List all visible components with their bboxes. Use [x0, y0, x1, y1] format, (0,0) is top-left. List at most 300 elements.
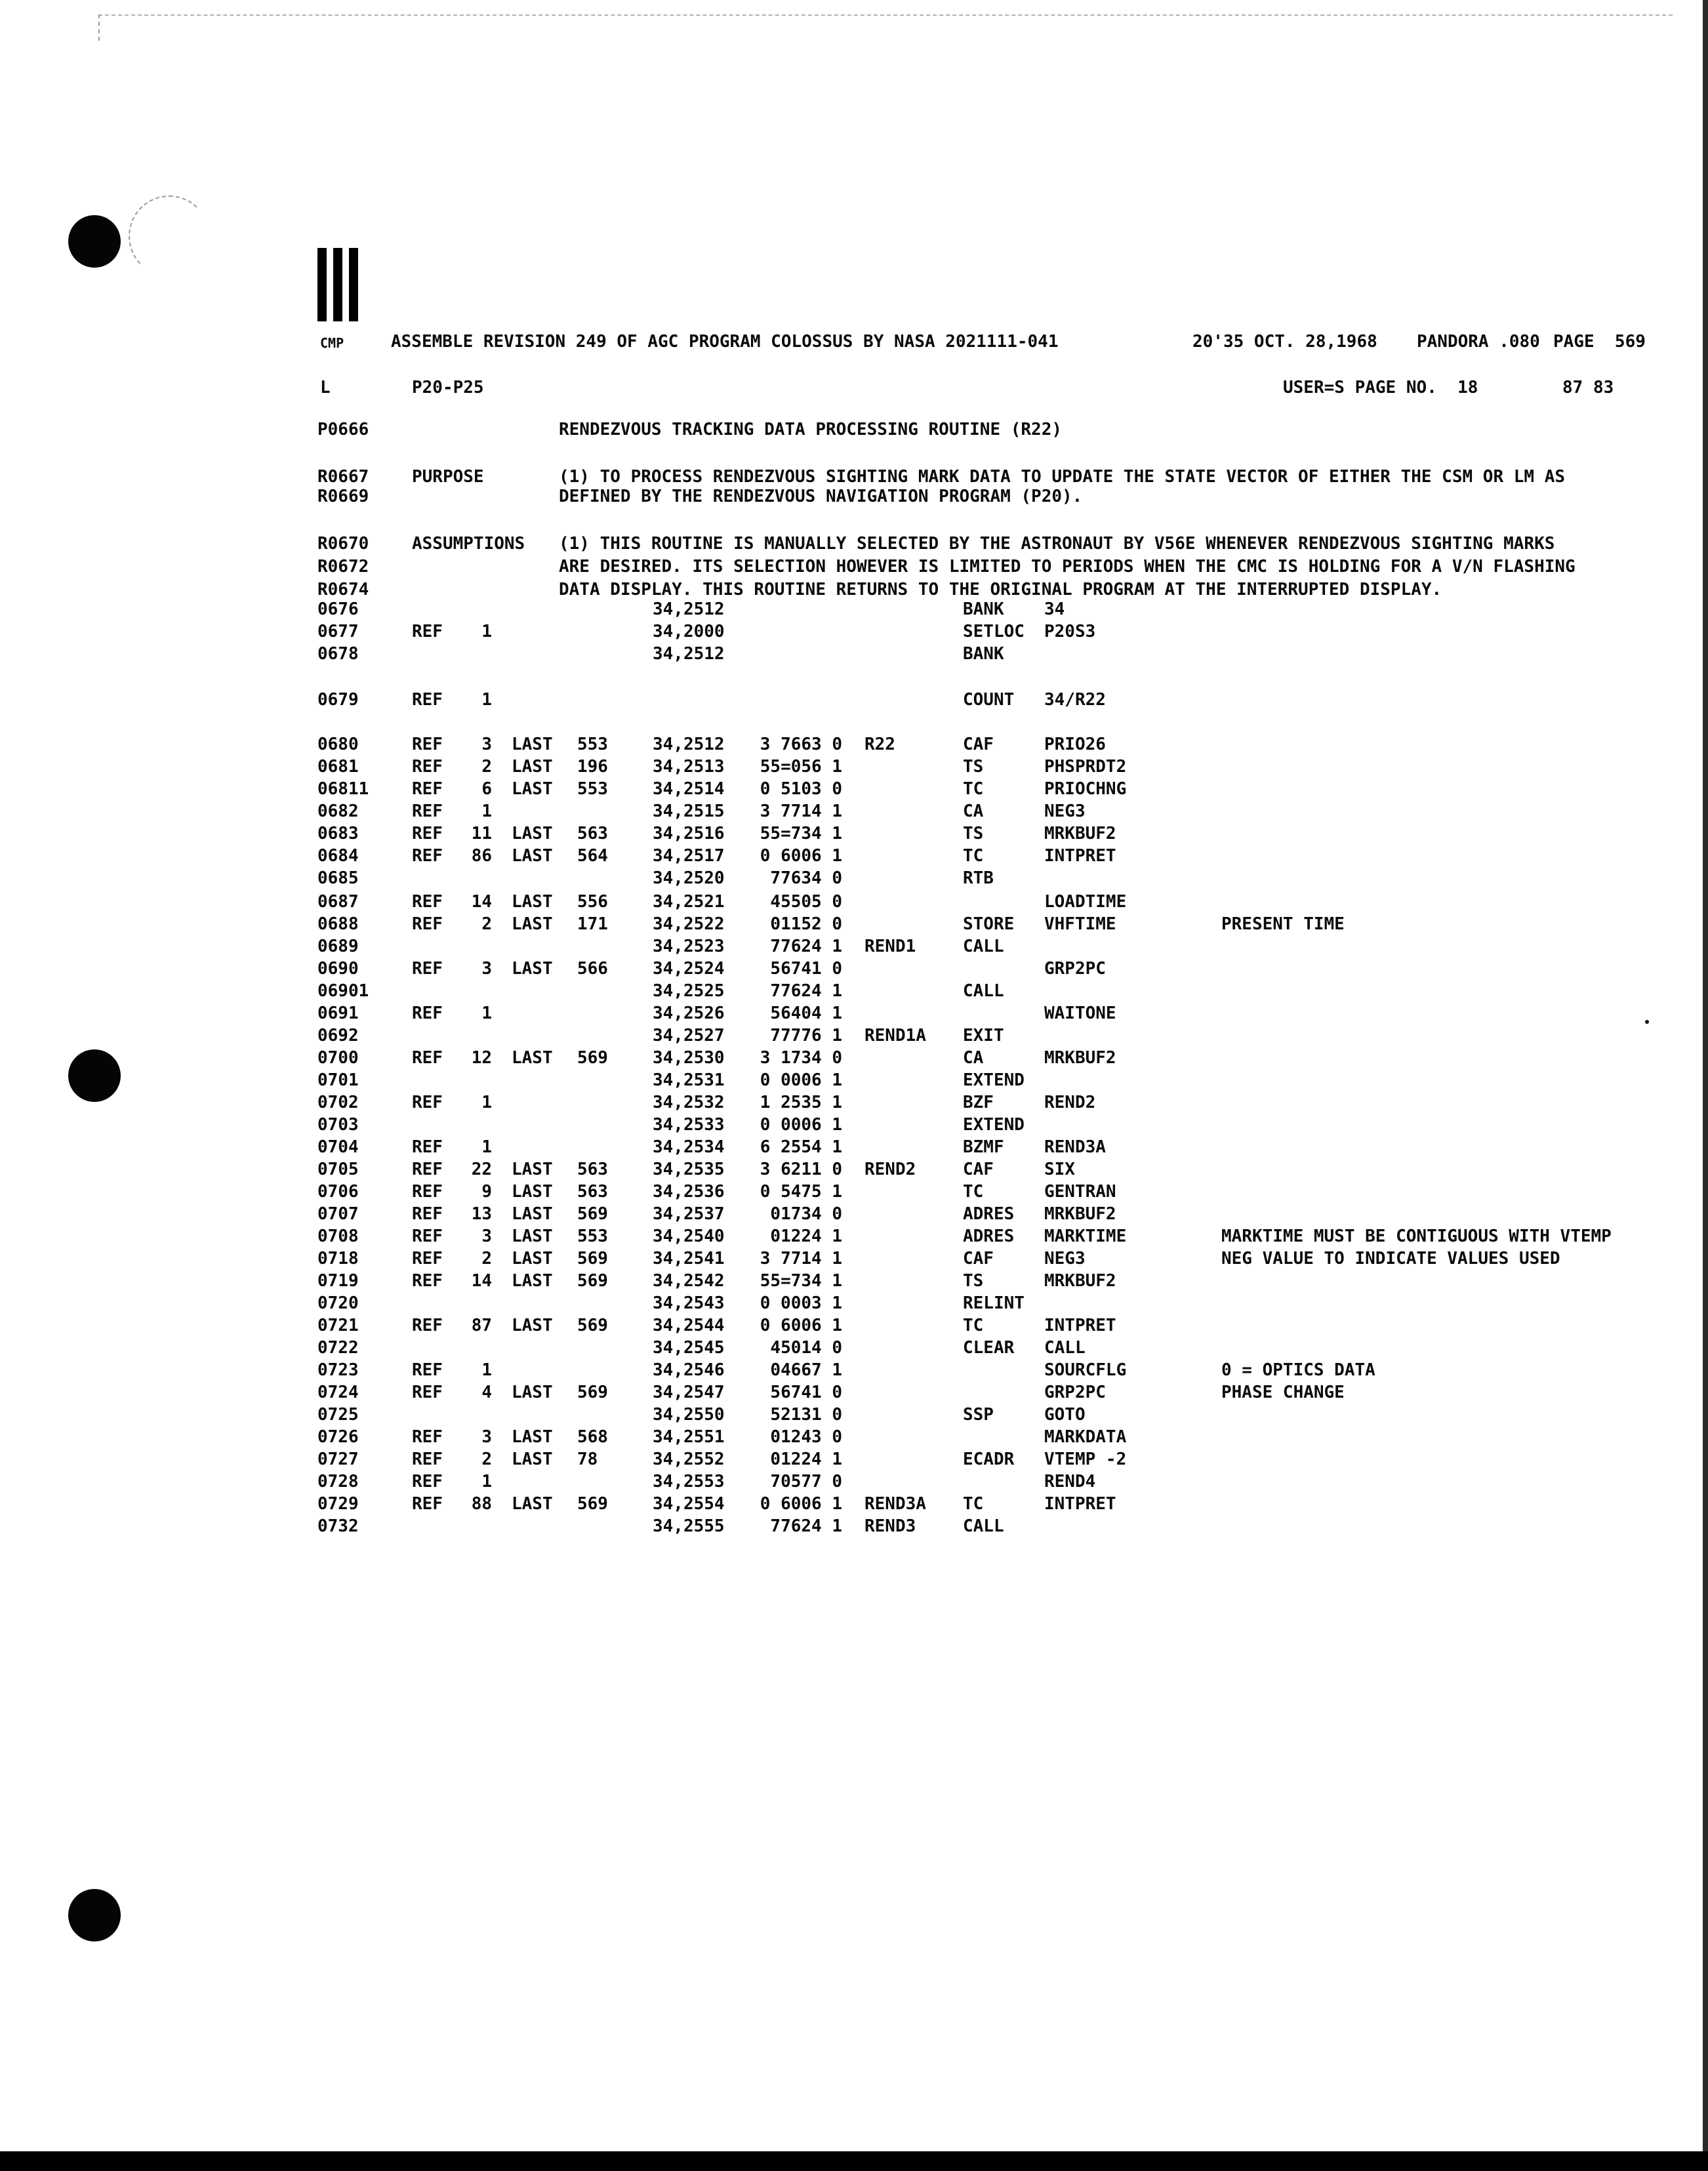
- address: 34,2547: [653, 1383, 725, 1402]
- last-page: 569: [577, 1249, 608, 1268]
- octal-code: 3 7663 0: [760, 735, 842, 754]
- ref-marker: REF: [412, 757, 443, 777]
- address: 34,2531: [653, 1070, 725, 1090]
- octal-code: 55=734 1: [760, 1271, 842, 1291]
- ref-count: 2: [481, 757, 492, 777]
- scan-edge-corner: [98, 14, 100, 41]
- scan-bottom-edge: [0, 2151, 1708, 2171]
- address: 34,2522: [653, 914, 725, 934]
- octal-code: 45014 0: [770, 1338, 842, 1358]
- header-pandora: PANDORA .080: [1417, 332, 1540, 352]
- line-number: 0728: [317, 1472, 359, 1491]
- last-marker: LAST: [512, 757, 553, 777]
- line-number: 0704: [317, 1137, 359, 1157]
- last-page: 569: [577, 1048, 608, 1068]
- last-marker: LAST: [512, 735, 553, 754]
- octal-code: 0 6006 1: [760, 1316, 842, 1335]
- opcode: TC: [963, 1494, 984, 1514]
- opcode: CAF: [963, 1249, 994, 1268]
- last-marker: LAST: [512, 1249, 553, 1268]
- octal-code: 0 5103 0: [760, 779, 842, 799]
- octal-code: 01152 0: [770, 914, 842, 934]
- opcode: STORE: [963, 914, 1015, 934]
- opcode: CAF: [963, 1160, 994, 1179]
- comment: NEG VALUE TO INDICATE VALUES USED: [1221, 1249, 1560, 1268]
- comment: PHASE CHANGE: [1221, 1383, 1345, 1402]
- operand: MRKBUF2: [1044, 1048, 1116, 1068]
- header-title: ASSEMBLE REVISION 249 OF AGC PROGRAM COLOSSUS BY NASA 2021111-041: [391, 332, 1059, 352]
- punch-hole-ring: [129, 195, 210, 277]
- line-number: 0719: [317, 1271, 359, 1291]
- ref-count: 1: [481, 690, 492, 710]
- last-marker: LAST: [512, 1494, 553, 1514]
- octal-code: 3 7714 1: [760, 801, 842, 821]
- last-marker: LAST: [512, 892, 553, 912]
- address: 34,2540: [653, 1227, 725, 1246]
- line-number: 0727: [317, 1450, 359, 1469]
- ref-count: 2: [481, 1249, 492, 1268]
- intro-label: ASSUMPTIONS: [412, 534, 525, 554]
- punch-hole-top: [68, 215, 121, 268]
- label: REND1: [864, 937, 916, 956]
- ref-count: 1: [481, 622, 492, 641]
- line-number: 0687: [317, 892, 359, 912]
- operand: LOADTIME: [1044, 892, 1127, 912]
- line-number: 0707: [317, 1204, 359, 1224]
- address: 34,2000: [653, 622, 725, 641]
- line-number: 0688: [317, 914, 359, 934]
- ref-marker: REF: [412, 779, 443, 799]
- octal-code: 56404 1: [770, 1004, 842, 1023]
- ref-marker: REF: [412, 914, 443, 934]
- octal-code: 01224 1: [770, 1450, 842, 1469]
- last-page: 564: [577, 846, 608, 866]
- operand: MRKBUF2: [1044, 1271, 1116, 1291]
- last-page: 569: [577, 1204, 608, 1224]
- opcode: CALL: [963, 937, 1004, 956]
- header-code: CMP: [320, 335, 344, 351]
- ref-count: 6: [481, 779, 492, 799]
- opcode: CLEAR: [963, 1338, 1015, 1358]
- line-number: 0677: [317, 622, 359, 641]
- opcode: CALL: [963, 1516, 1004, 1536]
- intro-label: PURPOSE: [412, 467, 484, 487]
- address: 34,2520: [653, 868, 725, 888]
- operand: 34/R22: [1044, 690, 1106, 710]
- address: 34,2534: [653, 1137, 725, 1157]
- intro-text: DEFINED BY THE RENDEZVOUS NAVIGATION PROGRAM (P20).: [559, 487, 1083, 506]
- last-page: 566: [577, 959, 608, 979]
- last-page: 553: [577, 779, 608, 799]
- octal-code: 56741 0: [770, 1383, 842, 1402]
- last-page: 569: [577, 1316, 608, 1335]
- opcode: TS: [963, 1271, 984, 1291]
- opcode: ADRES: [963, 1227, 1015, 1246]
- address: 34,2513: [653, 757, 725, 777]
- intro-text: (1) THIS ROUTINE IS MANUALLY SELECTED BY THE ASTRONAUT BY V56E WHENEVER RENDEZVOUS SIGHTING MARKS: [559, 534, 1555, 554]
- octal-code: 56741 0: [770, 959, 842, 979]
- ref-marker: REF: [412, 1472, 443, 1491]
- subheader-letter: L: [320, 378, 331, 397]
- address: 34,2546: [653, 1360, 725, 1380]
- line-number: 0724: [317, 1383, 359, 1402]
- line-number: 0689: [317, 937, 359, 956]
- address: 34,2523: [653, 937, 725, 956]
- intro-text: ARE DESIRED. ITS SELECTION HOWEVER IS LIMITED TO PERIODS WHEN THE CMC IS HOLDING FOR A V/N FLASHING: [559, 557, 1576, 577]
- line-number: 06901: [317, 981, 369, 1001]
- label: REND2: [864, 1160, 916, 1179]
- last-page: 78: [577, 1450, 598, 1469]
- last-marker: LAST: [512, 1160, 553, 1179]
- octal-code: 0 0006 1: [760, 1070, 842, 1090]
- last-page: 556: [577, 892, 608, 912]
- opcode: CALL: [963, 981, 1004, 1001]
- ref-count: 86: [471, 846, 492, 866]
- ref-marker: REF: [412, 1093, 443, 1112]
- ref-marker: REF: [412, 846, 443, 866]
- line-number: 0722: [317, 1338, 359, 1358]
- scan-edge-top: [98, 14, 1673, 16]
- address: 34,2543: [653, 1293, 725, 1313]
- operand: SIX: [1044, 1160, 1075, 1179]
- line-number: 0680: [317, 735, 359, 754]
- last-marker: LAST: [512, 914, 553, 934]
- line-number: 0720: [317, 1293, 359, 1313]
- last-marker: LAST: [512, 1048, 553, 1068]
- address: 34,2515: [653, 801, 725, 821]
- address: 34,2512: [653, 599, 725, 619]
- last-page: 553: [577, 735, 608, 754]
- ref-count: 13: [471, 1204, 492, 1224]
- ref-count: 1: [481, 801, 492, 821]
- operand: 34: [1044, 599, 1065, 619]
- ref-marker: REF: [412, 1137, 443, 1157]
- last-page: 563: [577, 824, 608, 843]
- address: 34,2521: [653, 892, 725, 912]
- intro-seq: R0667: [317, 467, 369, 487]
- line-number: 0705: [317, 1160, 359, 1179]
- line-number: 0676: [317, 599, 359, 619]
- line-number: 0691: [317, 1004, 359, 1023]
- ref-count: 14: [471, 1271, 492, 1291]
- ref-marker: REF: [412, 1160, 443, 1179]
- last-page: 553: [577, 1227, 608, 1246]
- octal-code: 04667 1: [770, 1360, 842, 1380]
- last-page: 171: [577, 914, 608, 934]
- opcode: TS: [963, 757, 984, 777]
- operand: REND4: [1044, 1472, 1096, 1491]
- intro-seq: R0672: [317, 557, 369, 577]
- operand: CALL: [1044, 1338, 1086, 1358]
- address: 34,2555: [653, 1516, 725, 1536]
- last-marker: LAST: [512, 1383, 553, 1402]
- ref-count: 11: [471, 824, 492, 843]
- ref-marker: REF: [412, 1227, 443, 1246]
- octal-code: 3 1734 0: [760, 1048, 842, 1068]
- last-page: 563: [577, 1160, 608, 1179]
- opcode: SETLOC: [963, 622, 1025, 641]
- line-number: 0721: [317, 1316, 359, 1335]
- last-marker: LAST: [512, 1182, 553, 1202]
- operand: GOTO: [1044, 1405, 1086, 1425]
- revision-bars: [317, 248, 376, 321]
- operand: INTPRET: [1044, 1494, 1116, 1514]
- ref-marker: REF: [412, 959, 443, 979]
- address: 34,2552: [653, 1450, 725, 1469]
- last-page: 569: [577, 1494, 608, 1514]
- ref-count: 88: [471, 1494, 492, 1514]
- address: 34,2551: [653, 1427, 725, 1447]
- subheader-section: P20-P25: [412, 378, 484, 397]
- line-number: 0682: [317, 801, 359, 821]
- line-number: 0684: [317, 846, 359, 866]
- address: 34,2533: [653, 1115, 725, 1135]
- header-page: PAGE 569: [1553, 332, 1646, 352]
- ref-marker: REF: [412, 801, 443, 821]
- operand: PRIOCHNG: [1044, 779, 1127, 799]
- opcode: ADRES: [963, 1204, 1015, 1224]
- opcode: BZF: [963, 1093, 994, 1112]
- opcode: TC: [963, 1182, 984, 1202]
- ref-marker: REF: [412, 1249, 443, 1268]
- line-number: 0692: [317, 1026, 359, 1045]
- octal-code: 6 2554 1: [760, 1137, 842, 1157]
- operand: PHSPRDT2: [1044, 757, 1127, 777]
- line-number: 0723: [317, 1360, 359, 1380]
- octal-code: 01243 0: [770, 1427, 842, 1447]
- ref-marker: REF: [412, 1316, 443, 1335]
- octal-code: 70577 0: [770, 1472, 842, 1491]
- operand: GRP2PC: [1044, 959, 1106, 979]
- operand: INTPRET: [1044, 1316, 1116, 1335]
- opcode: CA: [963, 1048, 984, 1068]
- octal-code: 0 6006 1: [760, 846, 842, 866]
- octal-code: 01224 1: [770, 1227, 842, 1246]
- subheader-of: 87 83: [1562, 378, 1614, 397]
- ref-count: 3: [481, 1427, 492, 1447]
- ref-count: 22: [471, 1160, 492, 1179]
- octal-code: 1 2535 1: [760, 1093, 842, 1112]
- intro-text: DATA DISPLAY. THIS ROUTINE RETURNS TO THE ORIGINAL PROGRAM AT THE INTERRUPTED DISPLAY.: [559, 580, 1442, 599]
- opcode: TC: [963, 846, 984, 866]
- ref-count: 1: [481, 1004, 492, 1023]
- ref-count: 2: [481, 1450, 492, 1469]
- ref-count: 3: [481, 1227, 492, 1246]
- operand: P20S3: [1044, 622, 1096, 641]
- opcode: SSP: [963, 1405, 994, 1425]
- line-number: 0725: [317, 1405, 359, 1425]
- ref-count: 9: [481, 1182, 492, 1202]
- line-number: 06811: [317, 779, 369, 799]
- last-marker: LAST: [512, 779, 553, 799]
- address: 34,2514: [653, 779, 725, 799]
- ref-count: 1: [481, 1472, 492, 1491]
- operand: REND3A: [1044, 1137, 1106, 1157]
- opcode: EXIT: [963, 1026, 1004, 1045]
- ref-count: 3: [481, 959, 492, 979]
- opcode: BANK: [963, 599, 1004, 619]
- line-number: 0683: [317, 824, 359, 843]
- octal-code: 55=734 1: [760, 824, 842, 843]
- octal-code: 0 5475 1: [760, 1182, 842, 1202]
- operand: MRKBUF2: [1044, 1204, 1116, 1224]
- intro-text: RENDEZVOUS TRACKING DATA PROCESSING ROUTINE (R22): [559, 420, 1063, 439]
- octal-code: 0 0003 1: [760, 1293, 842, 1313]
- ref-count: 4: [481, 1383, 492, 1402]
- last-marker: LAST: [512, 1271, 553, 1291]
- operand: WAITONE: [1044, 1004, 1116, 1023]
- line-number: 0681: [317, 757, 359, 777]
- ref-marker: REF: [412, 1494, 443, 1514]
- ref-marker: REF: [412, 1360, 443, 1380]
- line-number: 0708: [317, 1227, 359, 1246]
- ref-marker: REF: [412, 824, 443, 843]
- operand: SOURCFLG: [1044, 1360, 1127, 1380]
- opcode: BZMF: [963, 1137, 1004, 1157]
- line-number: 0701: [317, 1070, 359, 1090]
- octal-code: 3 7714 1: [760, 1249, 842, 1268]
- address: 34,2512: [653, 735, 725, 754]
- last-marker: LAST: [512, 846, 553, 866]
- last-marker: LAST: [512, 1227, 553, 1246]
- address: 34,2550: [653, 1405, 725, 1425]
- ref-count: 14: [471, 892, 492, 912]
- intro-seq: R0670: [317, 534, 369, 554]
- ref-count: 1: [481, 1137, 492, 1157]
- last-marker: LAST: [512, 1204, 553, 1224]
- line-number: 0690: [317, 959, 359, 979]
- ref-count: 1: [481, 1093, 492, 1112]
- address: 34,2516: [653, 824, 725, 843]
- intro-seq: R0674: [317, 580, 369, 599]
- intro-seq: P0666: [317, 420, 369, 439]
- ref-marker: REF: [412, 1004, 443, 1023]
- line-number: 0678: [317, 644, 359, 664]
- punch-hole-middle: [68, 1049, 121, 1102]
- address: 34,2524: [653, 959, 725, 979]
- address: 34,2532: [653, 1093, 725, 1112]
- last-page: 568: [577, 1427, 608, 1447]
- address: 34,2553: [653, 1472, 725, 1491]
- address: 34,2537: [653, 1204, 725, 1224]
- opcode: ECADR: [963, 1450, 1015, 1469]
- line-number: 0679: [317, 690, 359, 710]
- opcode: TC: [963, 1316, 984, 1335]
- opcode: TS: [963, 824, 984, 843]
- address: 34,2536: [653, 1182, 725, 1202]
- ref-count: 3: [481, 735, 492, 754]
- ref-marker: REF: [412, 735, 443, 754]
- line-number: 0703: [317, 1115, 359, 1135]
- comment: PRESENT TIME: [1221, 914, 1345, 934]
- last-marker: LAST: [512, 959, 553, 979]
- operand: MARKTIME: [1044, 1227, 1127, 1246]
- operand: MRKBUF2: [1044, 824, 1116, 843]
- address: 34,2545: [653, 1338, 725, 1358]
- ref-marker: REF: [412, 1383, 443, 1402]
- ref-marker: REF: [412, 1182, 443, 1202]
- operand: INTPRET: [1044, 846, 1116, 866]
- line-number: 0700: [317, 1048, 359, 1068]
- operand: GENTRAN: [1044, 1182, 1116, 1202]
- address: 34,2517: [653, 846, 725, 866]
- address: 34,2527: [653, 1026, 725, 1045]
- octal-code: 01734 0: [770, 1204, 842, 1224]
- line-number: 0685: [317, 868, 359, 888]
- address: 34,2512: [653, 644, 725, 664]
- octal-code: 45505 0: [770, 892, 842, 912]
- punch-hole-bottom: [68, 1889, 121, 1941]
- address: 34,2526: [653, 1004, 725, 1023]
- opcode: EXTEND: [963, 1115, 1025, 1135]
- ref-count: 2: [481, 914, 492, 934]
- octal-code: 55=056 1: [760, 757, 842, 777]
- line-number: 0732: [317, 1516, 359, 1536]
- octal-code: 52131 0: [770, 1405, 842, 1425]
- operand: GRP2PC: [1044, 1383, 1106, 1402]
- line-number: 0726: [317, 1427, 359, 1447]
- label: REND3A: [864, 1494, 926, 1514]
- ref-marker: REF: [412, 1271, 443, 1291]
- octal-code: 77776 1: [770, 1026, 842, 1045]
- ref-marker: REF: [412, 1048, 443, 1068]
- ref-marker: REF: [412, 622, 443, 641]
- operand: NEG3: [1044, 1249, 1086, 1268]
- ref-marker: REF: [412, 1427, 443, 1447]
- label: R22: [864, 735, 895, 754]
- opcode: CA: [963, 801, 984, 821]
- ref-marker: REF: [412, 1450, 443, 1469]
- address: 34,2554: [653, 1494, 725, 1514]
- header-timestamp: 20'35 OCT. 28,1968: [1192, 332, 1377, 352]
- last-page: 563: [577, 1182, 608, 1202]
- ref-marker: REF: [412, 690, 443, 710]
- address: 34,2525: [653, 981, 725, 1001]
- intro-seq: R0669: [317, 487, 369, 506]
- line-number: 0702: [317, 1093, 359, 1112]
- line-number: 0718: [317, 1249, 359, 1268]
- last-page: 569: [577, 1383, 608, 1402]
- ref-marker: REF: [412, 892, 443, 912]
- octal-code: 77624 1: [770, 1516, 842, 1536]
- line-number: 0706: [317, 1182, 359, 1202]
- label: REND1A: [864, 1026, 926, 1045]
- opcode: CAF: [963, 735, 994, 754]
- last-marker: LAST: [512, 1450, 553, 1469]
- octal-code: 77634 0: [770, 868, 842, 888]
- opcode: BANK: [963, 644, 1004, 664]
- operand: NEG3: [1044, 801, 1086, 821]
- scan-edge-right: [1703, 0, 1708, 2171]
- operand: VHFTIME: [1044, 914, 1116, 934]
- opcode: RELINT: [963, 1293, 1025, 1313]
- address: 34,2541: [653, 1249, 725, 1268]
- address: 34,2542: [653, 1271, 725, 1291]
- subheader-users-page: USER=S PAGE NO. 18: [1283, 378, 1478, 397]
- label: REND3: [864, 1516, 916, 1536]
- octal-code: 0 0006 1: [760, 1115, 842, 1135]
- last-page: 196: [577, 757, 608, 777]
- last-marker: LAST: [512, 824, 553, 843]
- address: 34,2544: [653, 1316, 725, 1335]
- octal-code: 77624 1: [770, 981, 842, 1001]
- last-marker: LAST: [512, 1427, 553, 1447]
- comment: 0 = OPTICS DATA: [1221, 1360, 1375, 1380]
- opcode: EXTEND: [963, 1070, 1025, 1090]
- last-page: 569: [577, 1271, 608, 1291]
- ref-count: 1: [481, 1360, 492, 1380]
- operand: REND2: [1044, 1093, 1096, 1112]
